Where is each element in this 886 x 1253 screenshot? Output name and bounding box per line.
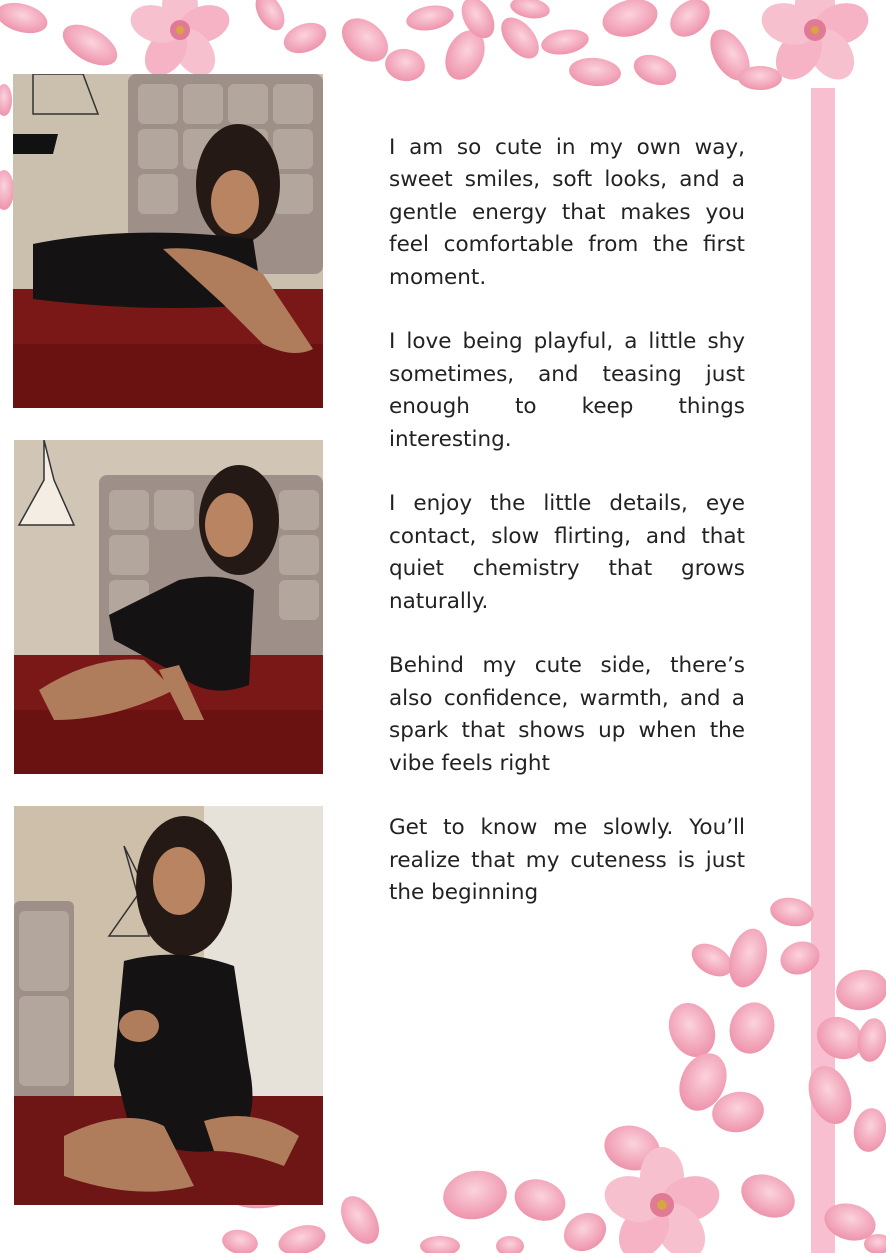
bio-paragraph: I am so cute in my own way, sweet smiles, soft looks, and a gentle energy that makes you feel comfortable from the first moment. — [389, 135, 745, 290]
pink-stripe — [811, 88, 835, 1253]
bio-paragraph: I enjoy the little details, eye contact, slow flirting, and that quiet chemistry that grows naturally. — [389, 491, 745, 614]
bio-paragraph: Behind my cute side, there’s also confidence, warmth, and a spark that shows up when the vibe feels right — [389, 653, 745, 776]
bio-text — [389, 132, 745, 942]
bio-paragraph: Get to know me slowly. You’ll realize that my cuteness is just the beginning — [389, 815, 745, 906]
photo-lying-on-bed — [13, 74, 323, 408]
photo-sitting-on-bed — [14, 440, 323, 774]
photo-kneeling-on-bed — [14, 806, 323, 1205]
bio-paragraph: I love being playful, a little shy sometimes, and teasing just enough to keep things interesting. — [389, 329, 745, 452]
